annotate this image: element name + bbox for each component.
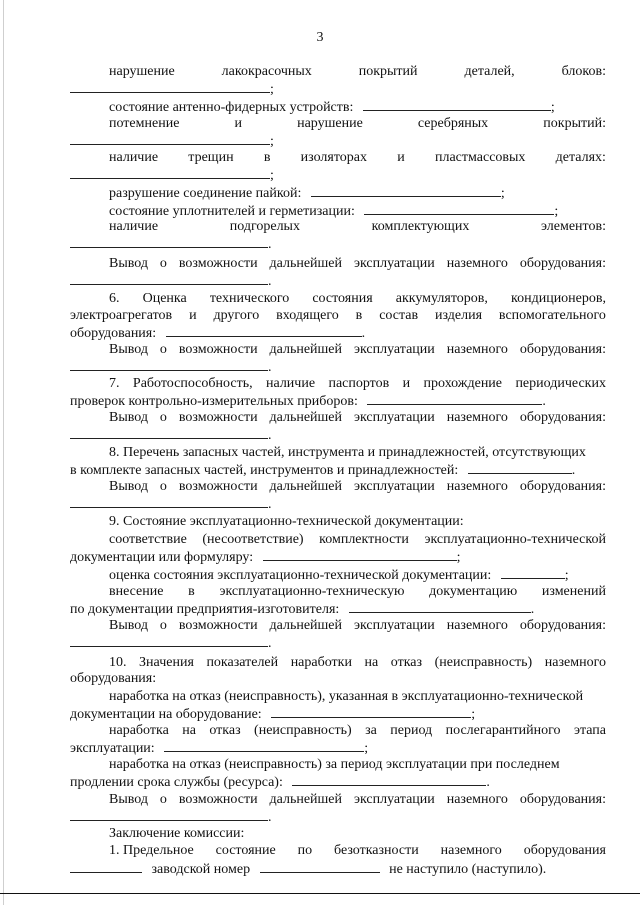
limit-state-line: 1. Предельное состояние по безотказности наземного оборудования [109,843,606,858]
section-7-line2: проверок контрольно-измерительных приборов: . [70,394,546,409]
sealing-line: состояние уплотнителей и герметизации: ; [109,204,559,219]
section-10-line2: оборудования: [70,671,157,686]
section-6-line3: оборудования: . [70,326,366,341]
section-10-line8: продлении срока службы (ресурса): . [70,775,490,790]
serial-number-blank[interactable] [260,860,380,873]
conclusion-line: Вывод о возможности дальнейшей эксплуатации наземного оборудования: [109,410,606,425]
antenna-feeder-blank[interactable] [363,98,551,111]
section-9-blank-3[interactable] [349,600,531,613]
conclusion-blank[interactable]: . [70,495,272,511]
section-6-blank[interactable] [166,324,362,337]
section-9-changes: внесение в эксплуатационно-техническую документацию изменений [109,584,606,599]
section-8-heading: 8. Перечень запасных частей, инструмента и принадлежностей, отсутствующих [109,445,586,460]
burnt-elements-blank[interactable]: . [70,235,272,251]
conclusion-line: Вывод о возможности дальнейшей эксплуатации наземного оборудования: [109,792,606,807]
section-6-heading: 6. Оценка технического состояния аккумуляторов, кондиционеров, [109,291,606,306]
soldering-line: разрушение соединение пайкой: ; [109,186,505,201]
conclusion-blank[interactable]: . [70,808,272,824]
section-10-blank-2[interactable] [164,739,364,752]
conclusion-line: Вывод о возможности дальнейшей эксплуатации наземного оборудования: [109,479,606,494]
section-8-line2: в комплекте запасных частей, инструментов и принадлежностей: . [70,463,576,478]
section-6-line2: электроагрегатов и другого входящего в состав изделия вспомогательного [70,308,606,323]
conclusion-blank[interactable]: . [70,272,272,288]
paint-damage-blank[interactable]: ; [70,80,274,96]
section-8-blank[interactable] [468,461,572,474]
cracks-line: наличие трещин в изоляторах и пластмассовых деталях: [109,150,606,165]
section-10-line4: документации на оборудование: ; [70,707,476,722]
burnt-elements-line: наличие подгорелых комплектующих элементов: [109,219,606,234]
sealing-blank[interactable] [364,202,554,215]
section-10-heading: 10. Значения показателей наработки на отказ (неисправность) наземного [109,655,606,670]
cracks-blank[interactable]: ; [70,166,274,182]
section-9-blank-1[interactable] [263,548,457,561]
conclusion-blank[interactable]: . [70,634,272,650]
conclusion-blank[interactable]: . [70,426,272,442]
section-7-blank[interactable] [367,392,542,405]
section-10-line6: эксплуатации: ; [70,741,369,756]
section-9-assessment: оценка состояния эксплуатационно-технической документации: ; [109,568,569,583]
section-10-declared: наработка на отказ (неисправность), указанная в эксплуатационно-технической [109,689,584,704]
equipment-blank[interactable] [70,860,142,873]
section-9-compliance: соответствие (несоответствие) комплектности эксплуатационно-технической [109,532,606,547]
section-10-blank-3[interactable] [292,773,486,786]
section-10-blank-1[interactable] [271,705,471,718]
serial-number-line: заводской номер не наступило (наступило). [70,860,546,876]
section-10-last-extension: наработка на отказ (неисправность) за период эксплуатации при последнем [109,757,560,772]
conclusion-blank[interactable]: . [70,358,272,374]
antenna-feeder-line: состояние антенно-фидерных устройств: ; [109,100,555,115]
section-7-heading: 7. Работоспособность, наличие паспортов и прохождение периодических [109,376,606,391]
conclusion-line: Вывод о возможности дальнейшей эксплуатации наземного оборудования: [109,618,606,633]
conclusion-line: Вывод о возможности дальнейшей эксплуатации наземного оборудования: [109,256,606,271]
section-9-line5: по документации предприятия-изготовителя: . [70,602,535,617]
section-9-blank-2[interactable] [501,566,565,579]
soldering-blank[interactable] [311,184,501,197]
page-number: 3 [316,30,324,45]
commission-conclusion-heading: Заключение комиссии: [109,826,245,841]
bottom-border [0,893,640,894]
silver-coating-line: потемнение и нарушение серебряных покрытий: [109,116,606,131]
silver-coating-blank[interactable]: ; [70,132,274,148]
section-9-heading: 9. Состояние эксплуатационно-технической документации: [109,514,464,529]
conclusion-line: Вывод о возможности дальнейшей эксплуатации наземного оборудования: [109,342,606,357]
section-9-line2: документации или формуляру: ; [70,550,461,565]
page-edge-line [3,0,4,905]
paint-damage-line: нарушение лакокрасочных покрытий деталей, блоков: [109,64,606,79]
section-10-post-warranty: наработка на отказ (неисправность) за период послегарантийного этапа [109,723,606,738]
